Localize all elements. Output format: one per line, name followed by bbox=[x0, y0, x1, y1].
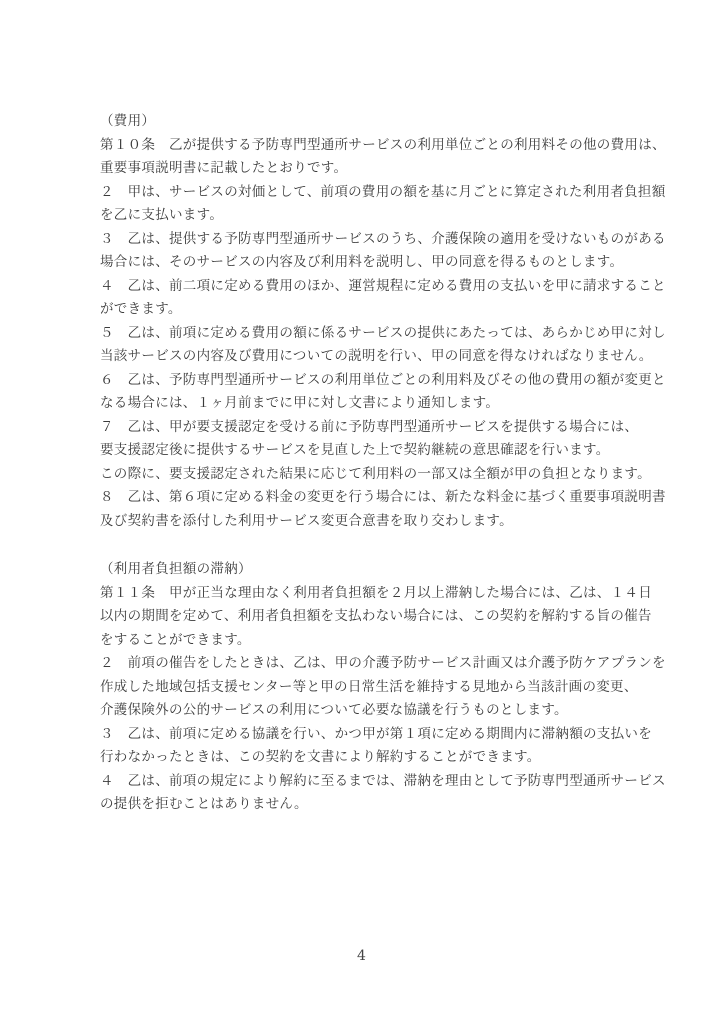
text-line: ４ 乙は、前二項に定める費用のほか、運営規程に定める費用の支払いを甲に請求すること bbox=[100, 277, 666, 294]
text-line: この際に、要支援認定された結果に応じて利用料の一部又は全額が甲の負担となります。 bbox=[100, 465, 651, 482]
page-number: 4 bbox=[357, 948, 366, 964]
text-line: ７ 乙は、甲が要支援認定を受ける前に予防専門型通所サービスを提供する場合には、 bbox=[100, 418, 639, 435]
section-arrears-heading: （利用者負担額の滞納） bbox=[100, 561, 252, 577]
text-line: ３ 乙は、前項に定める協議を行い、かつ甲が第１項に定める期間内に滞納額の支払いを bbox=[100, 725, 652, 742]
contract-body bbox=[100, 110, 666, 817]
text-line: をすることができます。 bbox=[100, 631, 251, 648]
text-line: なる場合には、１ヶ月前までに甲に対し文書により通知します。 bbox=[100, 395, 500, 411]
text-line: の提供を拒むことはありません。 bbox=[100, 796, 308, 812]
text-line: 及び契約書を添付した利用サービス変更合意書を取り交わします。 bbox=[100, 512, 513, 529]
section-fees-heading: （費用） bbox=[100, 113, 156, 129]
text-line: 要支援認定後に提供するサービスを見直した上で契約継続の意思確認を行います。 bbox=[100, 442, 610, 458]
text-line: ６ 乙は、予防専門型通所サービスの利用単位ごとの利用料及びその他の費用の額が変更と bbox=[100, 371, 666, 388]
text-line: 介護保険外の公的サービスの利用について必要な協議を行うものとします。 bbox=[100, 702, 568, 718]
text-line: 第１０条 乙が提供する予防専門型通所サービスの利用単位ごとの利用料その他の費用は、 bbox=[100, 136, 666, 153]
text-line: 重要事項説明書に記載したとおりです。 bbox=[100, 160, 348, 176]
text-line: ２ 前項の催告をしたときは、乙は、甲の介護予防サービス計画又は介護予防ケアプランを bbox=[100, 655, 666, 671]
text-line: 作成した地域包括支援センター等と甲の日常生活を維持する見地から当該計画の変更、 bbox=[100, 678, 638, 695]
text-line: ２ 甲は、サービスの対価として、前項の費用の額を基に月ごとに算定された利用者負担額 bbox=[100, 183, 666, 200]
text-line: ４ 乙は、前項の規定により解約に至るまでは、滞納を理由として予防専門型通所サービス bbox=[100, 772, 666, 789]
text-line: ８ 乙は、第６項に定める料金の変更を行う場合には、新たな料金に基づく重要事項説明書 bbox=[100, 489, 666, 505]
text-line: 行わなかったときは、この契約を文書により解約することができます。 bbox=[100, 749, 541, 765]
text-line: 第１１条 甲が正当な理由なく利用者負担額を２月以上滞納した場合には、乙は、１４日 bbox=[100, 584, 652, 601]
text-line: 以内の期間を定めて、利用者負担額を支払わない場合には、この契約を解約する旨の催告 bbox=[100, 608, 652, 624]
text-line: 当該サービスの内容及び費用についての説明を行い、甲の同意を得なければなりません。 bbox=[100, 348, 653, 364]
text-line: 場合には、そのサービスの内容及び利用料を説明し、甲の同意を得るものとします。 bbox=[100, 254, 624, 270]
section-fees bbox=[100, 110, 666, 533]
section-arrears bbox=[100, 558, 666, 817]
text-line: ５ 乙は、前項に定める費用の額に係るサービスの提供にあたっては、あらかじめ甲に対し bbox=[100, 324, 666, 341]
text-line: ３ 乙は、提供する予防専門型通所サービスのうち、介護保険の適用を受けないものがある bbox=[100, 230, 666, 247]
text-line: ができます。 bbox=[100, 301, 182, 317]
text-line: を乙に支払います。 bbox=[100, 207, 224, 223]
